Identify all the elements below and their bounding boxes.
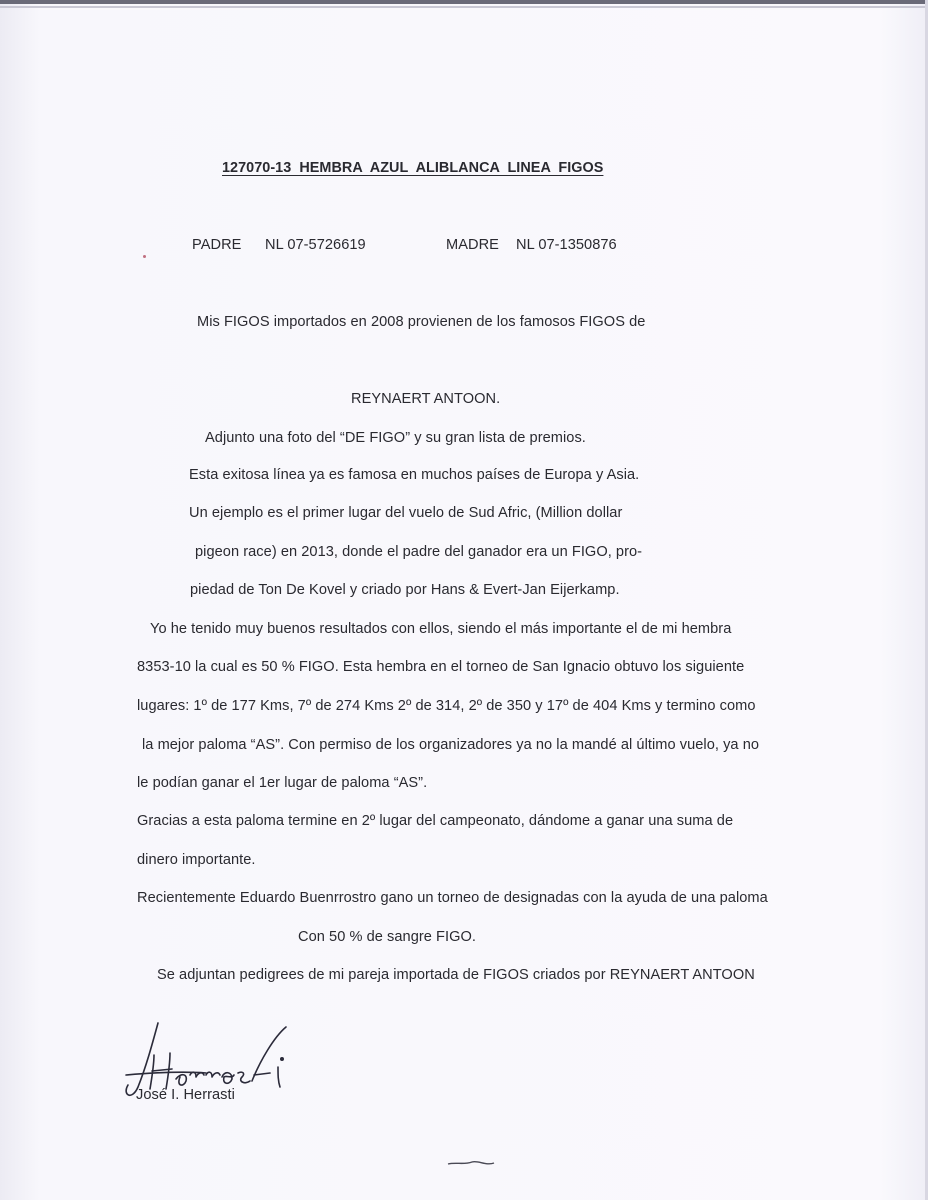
paragraph-line: Esta exitosa línea ya es famosa en muchos países de Europa y Asia. xyxy=(189,467,640,483)
paragraph-line: dinero importante. xyxy=(137,852,256,868)
paragraph-line: Adjunto una foto del “DE FIGO” y su gran lista de premios. xyxy=(205,430,586,446)
paragraph-line: pigeon race) en 2013, donde el padre del ganador era un FIGO, pro- xyxy=(195,544,643,560)
paragraph-line: le podían ganar el 1er lugar de paloma “AS”. xyxy=(137,775,428,791)
paragraph-line: Se adjuntan pedigrees de mi pareja importada de FIGOS criados por REYNAERT ANTOON xyxy=(157,967,755,983)
scan-top-edge-shadow xyxy=(0,6,928,8)
madre-label: MADRE xyxy=(446,237,499,253)
paragraph-line: piedad de Ton De Kovel y criado por Hans & Evert-Jan Eijerkamp. xyxy=(190,582,620,598)
scan-top-edge xyxy=(0,0,928,4)
paragraph-line: Mis FIGOS importados en 2008 provienen de los famosos FIGOS de xyxy=(197,314,646,330)
paragraph-line: lugares: 1º de 177 Kms, 7º de 274 Kms 2º de 314, 2º de 350 y 17º de 404 Kms y termino como xyxy=(137,698,756,714)
padre-value: NL 07-5726619 xyxy=(265,237,366,253)
paragraph-line: Yo he tenido muy buenos resultados con ellos, siendo el más importante el de mi hembra xyxy=(150,621,732,637)
madre-value: NL 07-1350876 xyxy=(516,237,617,253)
signer-name: José I. Herrasti xyxy=(136,1087,235,1103)
paragraph-line: Con 50 % de sangre FIGO. xyxy=(298,929,477,945)
paragraph-line: la mejor paloma “AS”. Con permiso de los organizadores ya no la mandé al último vuelo, ya no xyxy=(142,737,760,753)
scan-smudge xyxy=(446,1156,496,1170)
paragraph-line: 8353-10 la cual es 50 % FIGO. Esta hembra en el torneo de San Ignacio obtuvo los siguiente xyxy=(137,659,745,675)
paragraph-line: REYNAERT ANTOON. xyxy=(351,391,501,407)
paragraph-line: Recientemente Eduardo Buenrrostro gano un torneo de designadas con la ayuda de una paloma xyxy=(137,890,768,906)
scan-speck xyxy=(143,255,146,258)
paragraph-line: Gracias a esta paloma termine en 2º lugar del campeonato, dándome a ganar una suma de xyxy=(137,813,734,829)
document-title: 127070-13 HEMBRA AZUL ALIBLANCA LINEA FIGOS xyxy=(222,160,604,176)
paragraph-line: Un ejemplo es el primer lugar del vuelo de Sud Afric, (Million dollar xyxy=(189,505,623,521)
padre-label: PADRE xyxy=(192,237,242,253)
